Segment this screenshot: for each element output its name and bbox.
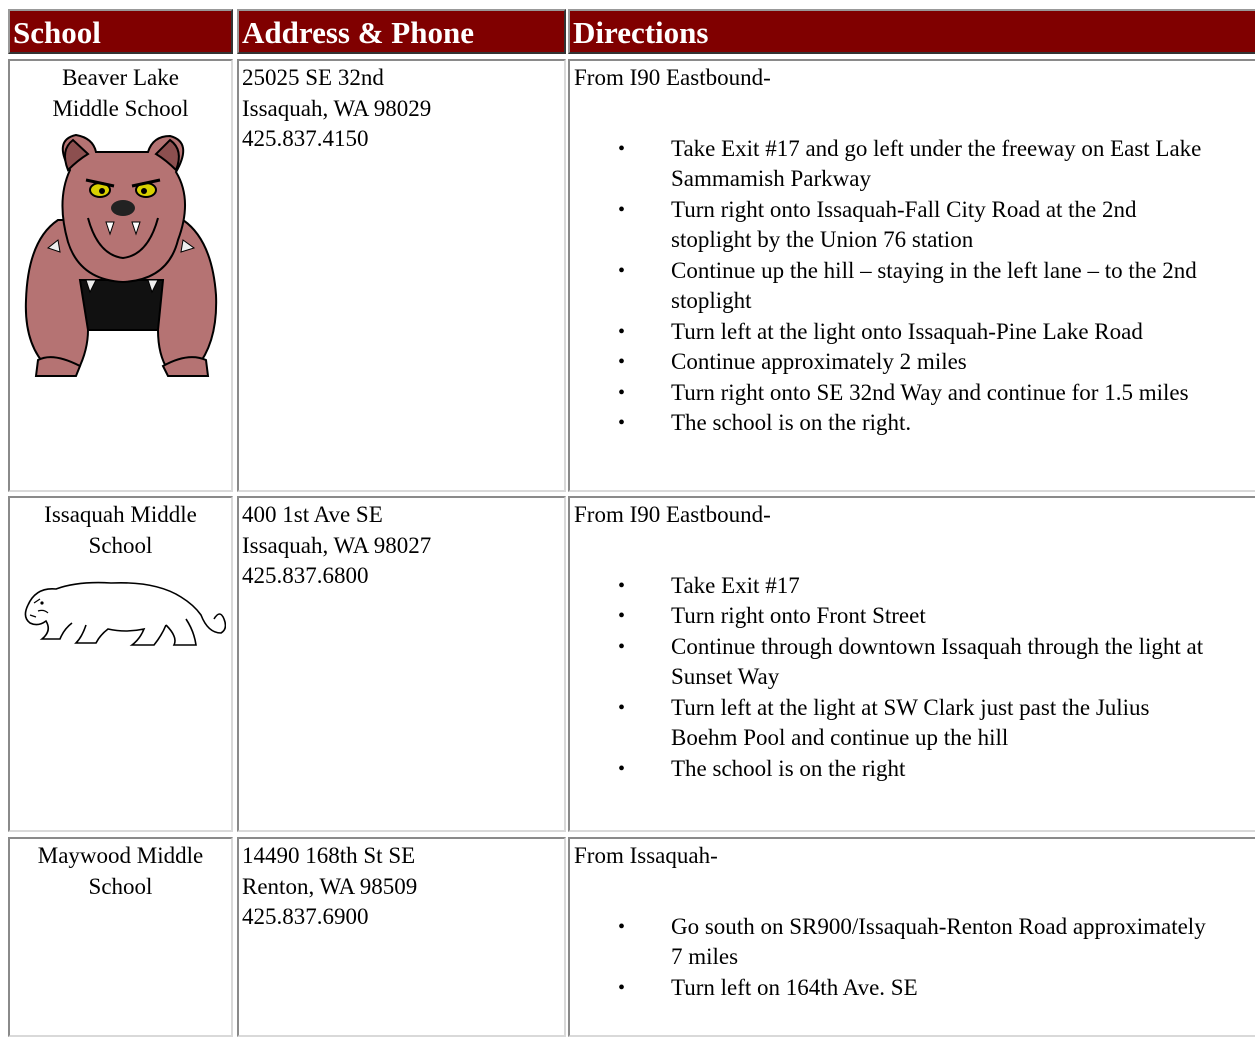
- direction-step: • Go south on SR900/Issaquah-Renton Road approximately: [574, 912, 1255, 943]
- direction-step-continued: stoplight by the Union 76 station: [671, 227, 974, 252]
- school-cell-issaquah: [8, 496, 233, 832]
- address-cell-maywood: [237, 837, 566, 1037]
- direction-step-continued: stoplight: [671, 288, 752, 313]
- panther-icon: [16, 575, 226, 655]
- header-directions: [568, 9, 1255, 54]
- direction-step: • Turn left on 164th Ave. SE: [574, 973, 1255, 1004]
- directions-cell-issaquah: [568, 496, 1255, 832]
- phone-number: 425.837.6800: [242, 563, 369, 588]
- directions-list: [574, 571, 1255, 785]
- directions-cell-maywood: [568, 837, 1255, 1037]
- directions-list: [574, 134, 1255, 439]
- directions-from: From I90 Eastbound-: [574, 502, 771, 527]
- direction-step: • Turn left at the light onto Issaquah-Pine Lake Road: [574, 317, 1255, 348]
- direction-step: • The school is on the right: [574, 754, 1255, 785]
- direction-step: • Turn right onto SE 32nd Way and continue for 1.5 miles: [574, 378, 1255, 409]
- header-school: [8, 9, 233, 54]
- address-line1: 25025 SE 32nd: [242, 65, 384, 90]
- address-cell-issaquah: [237, 496, 566, 832]
- address-line2: Issaquah, WA 98027: [242, 532, 432, 558]
- direction-step: • Continue up the hill – staying in the left lane – to the 2nd: [574, 256, 1255, 287]
- header-school-label: School: [13, 15, 101, 50]
- header-directions-label: Directions: [573, 15, 709, 50]
- directions-from: From Issaquah-: [574, 843, 718, 868]
- phone-number: 425.837.4150: [242, 126, 369, 151]
- directions-list: [574, 912, 1255, 1004]
- direction-step-continued: Sunset Way: [671, 664, 780, 689]
- address-cell-beaver-lake: [237, 59, 566, 492]
- directions-cell-beaver-lake: [568, 59, 1255, 492]
- header-address-label: Address & Phone: [242, 15, 474, 50]
- address-line2: Renton, WA 98509: [242, 873, 418, 899]
- direction-step: • Turn right onto Front Street: [574, 601, 1255, 632]
- bulldog-icon: [18, 130, 223, 380]
- school-cell-maywood: [8, 837, 233, 1037]
- address-line2: Issaquah, WA 98029: [242, 95, 432, 121]
- school-name: Maywood Middle School: [37, 843, 204, 899]
- direction-step: • Take Exit #17: [574, 571, 1255, 602]
- direction-step-continued: Boehm Pool and continue up the hill: [671, 725, 1009, 750]
- school-cell-beaver-lake: [8, 59, 233, 492]
- phone-number: 425.837.6900: [242, 904, 369, 929]
- direction-step-continued: 7 miles: [671, 944, 739, 969]
- address-line1: 400 1st Ave SE: [242, 502, 383, 527]
- direction-step: • Continue through downtown Issaquah through the light at: [574, 632, 1255, 663]
- direction-step: • The school is on the right.: [574, 408, 1255, 439]
- direction-step: • Take Exit #17 and go left under the freeway on East Lake: [574, 134, 1255, 165]
- direction-step: • Turn right onto Issaquah-Fall City Road at the 2nd: [574, 195, 1255, 226]
- header-address: [237, 9, 566, 54]
- direction-step-continued: Sammamish Parkway: [671, 166, 871, 191]
- directions-from: From I90 Eastbound-: [574, 65, 771, 90]
- direction-step: • Turn left at the light at SW Clark just past the Julius: [574, 693, 1255, 724]
- direction-step: • Continue approximately 2 miles: [574, 347, 1255, 378]
- school-name: Beaver Lake Middle School: [52, 65, 189, 121]
- address-line1: 14490 168th St SE: [242, 843, 416, 868]
- school-name: Issaquah Middle School: [44, 502, 197, 558]
